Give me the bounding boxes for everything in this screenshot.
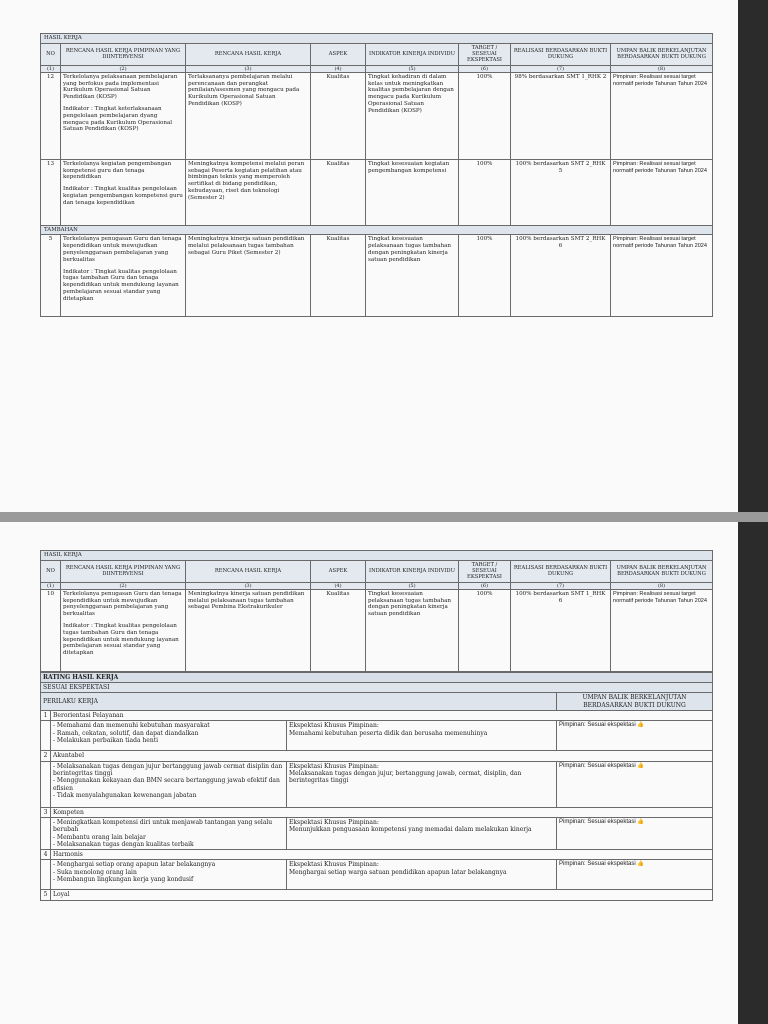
- rencana-pimpinan-text: Terkelolanya kegiatan pengembangan kompetensi guru dan tenaga kependidikan: [63, 160, 172, 181]
- indikator-cell: Tingkat kesesuaian kegiatan pengembangan kompetensi: [366, 159, 459, 225]
- target-cell: 100%: [459, 72, 511, 159]
- thumbs-up-icon: 👍: [637, 861, 645, 868]
- indikator-cell: Tingkat kesesuaian pelaksanaan tugas tambahan dengan peningkatan kinerja satuan pendidikan: [366, 589, 459, 671]
- col-header-rencana: RENCANA HASIL KERJA: [186, 43, 311, 65]
- col-header-rencana: RENCANA HASIL KERJA: [186, 560, 311, 582]
- behavior-feedback: [557, 860, 713, 890]
- behavior-point: - Membangun lingkungan kerja yang kondusif: [53, 876, 194, 884]
- column-number: (4): [311, 582, 366, 589]
- rating-value: SESUAI EKSPEKTASI: [41, 683, 713, 693]
- behavior-detail-row: [41, 860, 713, 890]
- rencana-cell: Meningkatnya kinerja satuan pendidikan melalui pelaksanaan tugas tambahan sebagai Pembina Ekstrakurikuler: [186, 589, 311, 671]
- expectation-label: Ekspektasi Khusus Pimpinan:: [289, 861, 379, 869]
- behavior-name: Berorientasi Pelayanan: [51, 710, 713, 720]
- row-no: 10: [41, 589, 61, 671]
- umpan-balik-cell: Pimpinan: Realisasi sesuai target normatif periode Tahunan Tahun 2024: [611, 235, 713, 317]
- realisasi-cell: 100% berdasarkan SMT 1_RHK 6: [511, 589, 611, 671]
- tambahan-title: TAMBAHAN: [41, 225, 713, 235]
- aspek-cell: Kualitas: [311, 235, 366, 317]
- column-number: (1): [41, 65, 61, 72]
- umpan-balik-cell: Pimpinan: Realisasi sesuai target normatif periode Tahunan Tahun 2024: [611, 589, 713, 671]
- realisasi-cell: 100% berdasarkan SMT 2_RHK 5: [511, 159, 611, 225]
- target-cell: 100%: [459, 159, 511, 225]
- realisasi-cell: 98% berdasarkan SMT 1_RHK 2: [511, 72, 611, 159]
- behavior-points: [51, 817, 287, 849]
- column-number: (2): [61, 582, 186, 589]
- behavior-point: - Melakukan perbaikan tiada henti: [53, 736, 159, 744]
- aspek-cell: Kualitas: [311, 159, 366, 225]
- feedback-text: Pimpinan: Sesuai ekspektasi: [559, 762, 636, 769]
- expectation-label: Ekspektasi Khusus Pimpinan:: [289, 762, 379, 770]
- column-number: (3): [186, 65, 311, 72]
- behavior-detail-row: [41, 721, 713, 751]
- thumbs-up-icon: 👍: [637, 762, 645, 769]
- rencana-pimpinan-cell: [61, 589, 186, 671]
- column-number-row: [41, 582, 713, 589]
- behavior-feedback: [557, 761, 713, 807]
- behavior-name: Akuntabel: [51, 751, 713, 761]
- col-header-no: NO: [41, 560, 61, 582]
- col-header-target: TARGET / SESEUAI EKSPEKTASI: [459, 560, 511, 582]
- scanner-edge: [738, 0, 768, 512]
- feedback-text: Pimpinan: Sesuai ekspektasi: [559, 722, 636, 729]
- behavior-point: - Melaksanakan tugas dengan jujur bertanggung jawab cermat disiplin dan berintegritas tinggi: [53, 762, 283, 777]
- section-title: HASIL KERJA: [41, 34, 713, 44]
- expectation-text: Melaksanakan tugas dengan jujur, bertanggung jawab, cermat, disiplin, dan berintegritas tinggi: [289, 769, 522, 785]
- rencana-pimpinan-text: Terkelolanya penugasan Guru dan tenaga kependidikan untuk mewujudkan penyelenggaraan pembelajaran yang berkualitas: [63, 590, 182, 618]
- table-row: [41, 72, 713, 159]
- col-header-rencana-pimpinan: RENCANA HASIL KERJA PIMPINAN YANG DIINTERVENSI: [61, 560, 186, 582]
- behavior-name: Loyal: [51, 890, 713, 900]
- behavior-title-row: [41, 807, 713, 817]
- scanner-edge: [738, 522, 768, 1024]
- table-row: [41, 159, 713, 225]
- behavior-detail-row: [41, 817, 713, 849]
- behavior-point: - Tidak menyalahgunakan kewenangan jabatan: [53, 791, 197, 799]
- column-number: (6): [459, 65, 511, 72]
- behavior-point: - Memahami dan memenuhi kebutuhan masyarakat: [53, 722, 210, 730]
- target-cell: 100%: [459, 589, 511, 671]
- column-number: (1): [41, 582, 61, 589]
- hasil-kerja-table-2: [40, 550, 713, 672]
- rencana-pimpinan-cell: [61, 72, 186, 159]
- column-number: (5): [366, 582, 459, 589]
- col-header-no: NO: [41, 43, 61, 65]
- rencana-pimpinan-cell: [61, 159, 186, 225]
- col-header-realisasi: REALISASI BERDASARKAN BUKTI DUKUNG: [511, 43, 611, 65]
- column-number: (3): [186, 582, 311, 589]
- rencana-pimpinan-indikator: Indikator : Tingkat keterlaksanaan pengelolaan pembelajaran dyang mengacu pada Kurikulum Operasional Satuan Pendidikan (KOSP): [63, 105, 173, 133]
- behavior-no: 3: [41, 807, 51, 817]
- row-no: 13: [41, 159, 61, 225]
- thumbs-up-icon: 👍: [637, 818, 645, 825]
- rating-title: RATING HASIL KERJA: [41, 672, 713, 682]
- table-row: [41, 235, 713, 317]
- rencana-cell: Meningkatnya kompetensi melalui peran sebagai Peserta kegiatan pelatihan atau bimbingan teknis yang memperoleh sertifikat di bidang pendidikan, kebudayaan, riset dan teknologi (Semester 2): [186, 159, 311, 225]
- behavior-expectation: [287, 761, 557, 807]
- rencana-cell: Meningkatnya kinerja satuan pendidikan melalui pelaksanaan tugas tambahan sebagai Guru Piket (Semester 2): [186, 235, 311, 317]
- behavior-feedback: [557, 721, 713, 751]
- behavior-point: - Suka menolong orang lain: [53, 868, 137, 876]
- column-number: (4): [311, 65, 366, 72]
- behavior-point: - Melaksanakan tugas dengan kualitas terbaik: [53, 840, 194, 848]
- behavior-title-row: [41, 751, 713, 761]
- header-row: [41, 43, 713, 65]
- behavior-points: [51, 761, 287, 807]
- behavior-expectation: [287, 860, 557, 890]
- table-row: [41, 589, 713, 671]
- behavior-no: 1: [41, 710, 51, 720]
- rencana-pimpinan-indikator: Indikator : Tingkat kualitas pengelolaan tugas tambahan Guru dan tenaga kependidikan untuk mendukung layanan pembelajaran sesuai standar yang ditetapkan: [63, 622, 179, 657]
- rencana-pimpinan-indikator: Indikator : Tingkat kualitas pengelolaan kegiatan pengembangan kompetensi guru dan tenaga kependidikan: [63, 186, 183, 206]
- col-header-indikator: INDIKATOR KINERJA INDIVIDU: [366, 43, 459, 65]
- col-header-umpan-balik: UMPAN BALIK BERKELANJUTAN BERDASARKAN BUKTI DUKUNG: [611, 560, 713, 582]
- col-header-aspek: ASPEK: [311, 560, 366, 582]
- document-page-2: [0, 522, 768, 1024]
- behavior-point: - Meningkatkan kompetensi diri untuk menjawab tantangan yang selalu berubah: [53, 818, 273, 834]
- expectation-label: Ekspektasi Khusus Pimpinan:: [289, 818, 379, 826]
- behavior-points: [51, 721, 287, 751]
- column-number-row: [41, 65, 713, 72]
- feedback-text: Pimpinan: Sesuai ekspektasi: [559, 818, 636, 825]
- row-no: 5: [41, 235, 61, 317]
- column-number: (5): [366, 65, 459, 72]
- rencana-pimpinan-text: Terkelolanya pelaksanaan pembelajaran yang berfokus pada implementasi Kurikulum Operasional Satuan Pendidikan (KOSP): [63, 73, 178, 101]
- expectation-label: Ekspektasi Khusus Pimpinan:: [289, 722, 379, 730]
- hasil-kerja-table-1: [40, 33, 713, 317]
- column-number: (7): [511, 582, 611, 589]
- column-number: (8): [611, 582, 713, 589]
- behavior-title-row: [41, 850, 713, 860]
- aspek-cell: Kualitas: [311, 589, 366, 671]
- col-header-realisasi: REALISASI BERDASARKAN BUKTI DUKUNG: [511, 560, 611, 582]
- behavior-feedback: [557, 817, 713, 849]
- column-number: (7): [511, 65, 611, 72]
- col-header-umpan-balik: UMPAN BALIK BERKELANJUTAN BERDASARKAN BUKTI DUKUNG: [611, 43, 713, 65]
- section-title: HASIL KERJA: [41, 551, 713, 561]
- rencana-pimpinan-indikator: Indikator : Tingkat kualitas pengelolaan tugas tambahan Guru dan tenaga kependidikan untuk mendukung layanan pembelajaran sesuai standar yang ditetapkan: [63, 268, 179, 302]
- behavior-points: [51, 860, 287, 890]
- behavior-point: - Menggunakan kekayaan dan BMN secara bertanggung jawab efektif dan efisien: [53, 777, 280, 792]
- aspek-cell: Kualitas: [311, 72, 366, 159]
- column-number: (6): [459, 582, 511, 589]
- behavior-point: - Menghargai setiap orang apapun latar belakangnya: [53, 861, 216, 869]
- column-number: (8): [611, 65, 713, 72]
- indikator-cell: Tingkat kesesuaian pelaksanaan tugas tambahan dengan peningkatan kinerja satuan pendidikan: [366, 235, 459, 317]
- rencana-pimpinan-cell: [61, 235, 186, 317]
- behavior-no: 4: [41, 850, 51, 860]
- target-cell: 100%: [459, 235, 511, 317]
- indikator-cell: Tingkat kehadiran di dalam kelas untuk meningkatkan kualitas pembelajaran dengan mengacu pada Kurikulum Operasional Satuan Pendidikan (KOSP): [366, 72, 459, 159]
- rencana-pimpinan-text: Terkelolanya penugasan Guru dan tenaga kependidikan untuk mewujudkan penyelenggaraan pembelajaran yang berkualitas: [63, 236, 182, 263]
- header-row: [41, 560, 713, 582]
- perilaku-title: PERILAKU KERJA: [41, 693, 557, 711]
- behavior-name: Harmonis: [51, 850, 713, 860]
- behavior-no: 5: [41, 890, 51, 900]
- col-header-indikator: INDIKATOR KINERJA INDIVIDU: [366, 560, 459, 582]
- col-header-target: TARGET / SESEUAI EKSPEKTASI: [459, 43, 511, 65]
- behavior-no: 2: [41, 751, 51, 761]
- row-no: 12: [41, 72, 61, 159]
- col-header-aspek: ASPEK: [311, 43, 366, 65]
- behavior-detail-row: [41, 761, 713, 807]
- col-header-rencana-pimpinan: RENCANA HASIL KERJA PIMPINAN YANG DIINTERVENSI: [61, 43, 186, 65]
- expectation-text: Memahami kebutuhan peserta didik dan berusaha memenuhinya: [289, 729, 488, 737]
- expectation-text: Menghargai setiap warga satuan pendidikan apapun latar belakangnya: [289, 868, 507, 876]
- umpan-balik-cell: Pimpinan: Realisasi sesuai target normatif periode Tahunan Tahun 2024: [611, 159, 713, 225]
- behavior-expectation: [287, 721, 557, 751]
- thumbs-up-icon: 👍: [637, 722, 645, 729]
- behavior-expectation: [287, 817, 557, 849]
- behavior-title-row: [41, 890, 713, 900]
- behavior-name: Kompeten: [51, 807, 713, 817]
- realisasi-cell: 100% berdasarkan SMT 2_RHK 6: [511, 235, 611, 317]
- rencana-cell: Terlaksananya pembelajaran melalui perencanaan dan perangkat penilaian/asesmen yang mengacu pada Kurikulum Operasional Satuan Pendidikan (KOSP): [186, 72, 311, 159]
- behavior-point: - Membantu orang lain belajar: [53, 833, 146, 841]
- perilaku-kerja-table: [40, 672, 713, 901]
- umpan-balik-cell: Pimpinan: Realisasi sesuai target normatif periode Tahunan Tahun 2024: [611, 72, 713, 159]
- feedback-text: Pimpinan: Sesuai ekspektasi: [559, 861, 636, 868]
- behavior-point: - Ramah, cekatan, solutif, dan dapat diandalkan: [53, 729, 199, 737]
- perilaku-feedback-header: UMPAN BALIK BERKELANJUTAN BERDASARKAN BUKTI DUKUNG: [557, 693, 713, 711]
- expectation-text: Menunjukkan penguasaan kompetensi yang memadai dalam melakukan kinerja: [289, 826, 532, 834]
- behavior-title-row: [41, 710, 713, 720]
- column-number: (2): [61, 65, 186, 72]
